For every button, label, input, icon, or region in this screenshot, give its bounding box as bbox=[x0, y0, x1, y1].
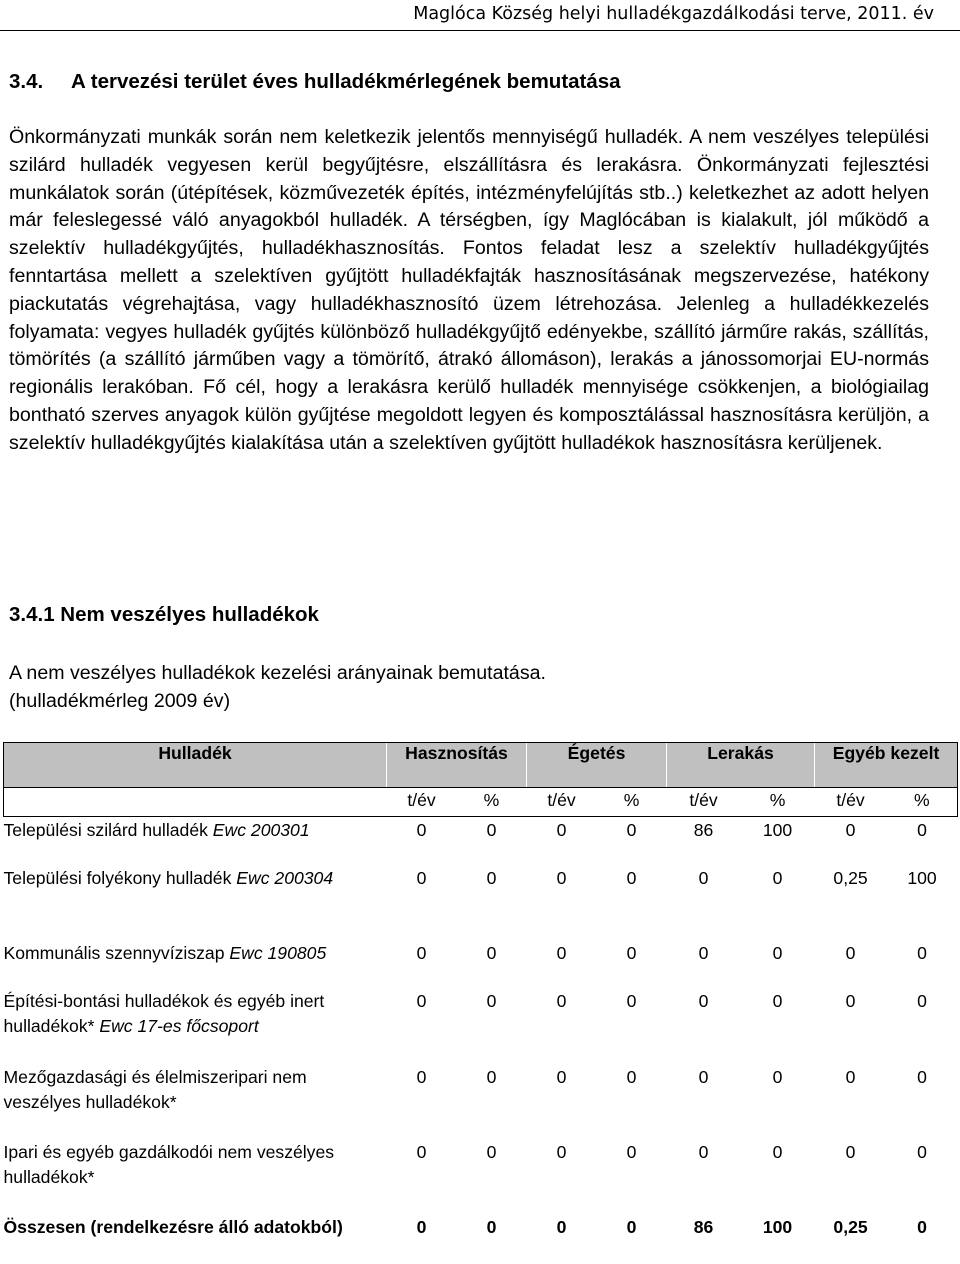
waste-balance-table bbox=[3, 742, 958, 1264]
header-other-treated: Egyéb kezelt bbox=[815, 743, 958, 788]
value-cell: 86 bbox=[693, 820, 714, 840]
body-paragraph: Önkormányzati munkák során nem keletkezik jelentős mennyiségű hulladék. A nem veszélyes települési szilárd hulladék vegyesen kerül begyűjtésre, elszállításra és lerakásra. Önkormányzati fejlesztési munkálatok során (útépítések, közművezeték építés, intézményfelújítás stb..) keletkezhet az adott helyen már feleslegessé váló anyagokból hulladék. A térségben, így Maglócában is kialakult, jól működő a szelektív hulladékgyűjtés, hulladékhasznosítás. Fontos feladat lesz a szelektív hulladékgyűjtés fenntartása mellett a szelektíven gyűjtött hulladékfajták hasznosításának megszervezése, hatékony piackutatás végrehajtása, vagy hulladékhasznosító üzem létrehozása. Jelenleg a hulladékkezelés folyamata: vegyes hulladék gyűjtés különböző hulladékgyűjtő edényekbe, szállító járműre rakás, szállítás, tömörítés (a szállító járműben vagy a tömörítő, átrakó állomáson), lerakás a jánossomorjai EU-normás regionális lerakóban. Fő cél, hogy a lerakásra kerülő hulladék mennyisége csökkenjen, a biológiailag bontható szerves anyagok külön gyűjtése megoldott legyen és komposztálással hasznosításra kerüljön, a szelektív hulladékgyűjtés kialakítása után a szelektíven gyűjtött hulladékok hasznosításra kerüljenek. bbox=[9, 126, 929, 454]
value-cell: 0 bbox=[416, 1066, 427, 1087]
row-label: Mezőgazdasági és élelmiszeripari nem veszélyes hulladékok* bbox=[3, 1066, 307, 1112]
value-cell: 86 bbox=[693, 1216, 714, 1237]
value-cell: 100 bbox=[762, 820, 793, 840]
table-caption-year: (hulladékmérleg 2009 év) bbox=[9, 689, 231, 712]
unit-cell: % bbox=[457, 790, 527, 817]
value-cell: 0 bbox=[917, 990, 927, 1011]
section-title: A tervezési terület éves hulladékmérlegének bemutatása bbox=[71, 70, 621, 93]
value-cell: 0,25 bbox=[833, 867, 868, 888]
value-cell: 0 bbox=[416, 867, 427, 888]
value-cell: 0 bbox=[416, 820, 427, 840]
value-cell: 0 bbox=[556, 1066, 567, 1087]
unit-cell: % bbox=[887, 790, 958, 817]
section-number: 3.4. bbox=[9, 70, 44, 93]
value-cell: 0 bbox=[845, 820, 856, 840]
value-cell: 0 bbox=[416, 942, 427, 963]
value-cell: 0 bbox=[626, 942, 637, 963]
table-intro bbox=[9, 660, 546, 715]
value-cell: 0 bbox=[486, 1141, 497, 1162]
table-row bbox=[4, 1064, 958, 1139]
value-cell: 0 bbox=[917, 942, 927, 963]
header-incineration: Égetés bbox=[527, 743, 667, 788]
value-cell: 100 bbox=[907, 867, 937, 888]
value-cell: 0 bbox=[486, 942, 497, 963]
value-cell: 0 bbox=[486, 820, 497, 840]
table-row bbox=[4, 940, 958, 988]
page-header bbox=[0, 0, 960, 31]
value-cell: 0 bbox=[772, 1141, 783, 1162]
value-cell: 0 bbox=[917, 1066, 927, 1087]
value-cell: 0 bbox=[845, 990, 856, 1011]
row-label: Kommunális szennyvíziszap Ewc 190805 bbox=[3, 942, 327, 963]
table-header-row bbox=[4, 743, 958, 788]
table-row bbox=[4, 1139, 958, 1214]
value-cell: 0 bbox=[486, 867, 497, 888]
header-recovery: Hasznosítás bbox=[387, 743, 527, 788]
row-label: Települési szilárd hulladék Ewc 200301 bbox=[3, 820, 310, 840]
value-cell: 0 bbox=[556, 867, 567, 888]
row-label: Ipari és egyéb gazdálkodói nem veszélyes hulladékok* bbox=[3, 1141, 335, 1187]
table-total-row bbox=[4, 1214, 958, 1264]
value-cell: 0 bbox=[698, 942, 709, 963]
value-cell: 0 bbox=[486, 1066, 497, 1087]
table-row bbox=[4, 817, 958, 865]
value-cell: 0 bbox=[698, 1141, 709, 1162]
value-cell: 0 bbox=[416, 990, 427, 1011]
value-cell: 0 bbox=[626, 820, 637, 840]
value-cell: 0 bbox=[917, 1216, 927, 1237]
subsection-heading: 3.4.1 Nem veszélyes hulladékok bbox=[9, 603, 319, 626]
table-caption: A nem veszélyes hulladékok kezelési arányainak bemutatása. bbox=[9, 662, 546, 684]
value-cell: 0 bbox=[486, 990, 497, 1011]
unit-cell: t/év bbox=[667, 790, 741, 817]
value-cell: 100 bbox=[762, 1216, 793, 1237]
value-cell: 0 bbox=[845, 1141, 856, 1162]
header-waste: Hulladék bbox=[4, 743, 387, 788]
row-label: Építési-bontási hulladékok és egyéb inert hulladékok* Ewc 17-es főcsoport bbox=[3, 990, 325, 1036]
value-cell: 0 bbox=[845, 942, 856, 963]
unit-cell: % bbox=[597, 790, 667, 817]
value-cell: 0 bbox=[772, 990, 783, 1011]
value-cell: 0 bbox=[626, 867, 637, 888]
section-heading bbox=[9, 70, 621, 94]
value-cell: 0 bbox=[772, 942, 783, 963]
value-cell: 0 bbox=[486, 1216, 497, 1237]
value-cell: 0 bbox=[698, 867, 709, 888]
document-title: Maglóca Község helyi hulladékgazdálkodási terve, 2011. év bbox=[413, 4, 934, 24]
value-cell: 0 bbox=[626, 1066, 637, 1087]
value-cell: 0 bbox=[626, 1141, 637, 1162]
value-cell: 0 bbox=[772, 867, 783, 888]
value-cell: 0 bbox=[556, 942, 567, 963]
value-cell: 0 bbox=[626, 990, 637, 1011]
value-cell: 0,25 bbox=[833, 1216, 868, 1237]
value-cell: 0 bbox=[556, 1216, 567, 1237]
table-unit-row bbox=[4, 790, 958, 817]
unit-cell: t/év bbox=[527, 790, 597, 817]
value-cell: 0 bbox=[556, 990, 567, 1011]
header-landfill: Lerakás bbox=[667, 743, 815, 788]
unit-cell: t/év bbox=[815, 790, 887, 817]
table-row bbox=[4, 865, 958, 940]
value-cell: 0 bbox=[556, 1141, 567, 1162]
value-cell: 0 bbox=[845, 1066, 856, 1087]
value-cell: 0 bbox=[698, 990, 709, 1011]
value-cell: 0 bbox=[917, 1141, 927, 1162]
value-cell: 0 bbox=[556, 820, 567, 840]
unit-cell: % bbox=[741, 790, 815, 817]
value-cell: 0 bbox=[626, 1216, 637, 1237]
unit-cell: t/év bbox=[387, 790, 457, 817]
value-cell: 0 bbox=[772, 1066, 783, 1087]
value-cell: 0 bbox=[917, 820, 927, 840]
value-cell: 0 bbox=[416, 1141, 427, 1162]
table-row bbox=[4, 988, 958, 1064]
row-label: Települési folyékony hulladék Ewc 200304 bbox=[3, 867, 334, 888]
value-cell: 0 bbox=[416, 1216, 427, 1237]
total-label: Összesen (rendelkezésre álló adatokból) bbox=[3, 1216, 343, 1237]
value-cell: 0 bbox=[698, 1066, 709, 1087]
